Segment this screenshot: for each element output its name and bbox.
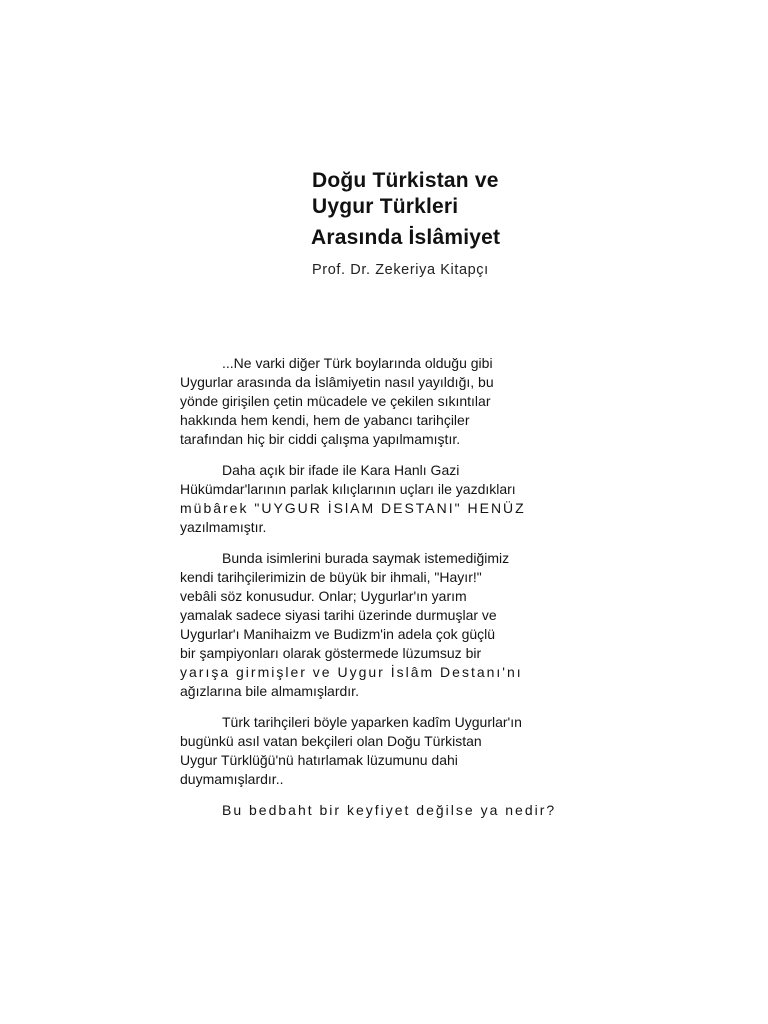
author-name: Prof. Dr. Zekeriya Kitapçı	[312, 262, 489, 278]
text-line: duymamışlardır..	[180, 771, 284, 787]
text-line: bir şampiyonları olarak göstermede lüzumsuz bir	[180, 645, 482, 661]
paragraph-5	[180, 801, 595, 820]
text-line: hakkında hem kendi, hem de yabancı tarihçiler	[180, 412, 470, 428]
text-line: Daha açık bir ifade ile Kara Hanlı Gazi	[222, 462, 460, 478]
text-line: Bu bedbaht bir keyfiyet değilse ya nedir?	[222, 802, 557, 818]
text-line: mübârek "UYGUR İSlAM DESTANI" HENÜZ	[180, 500, 526, 516]
text-line: Bunda isimlerini burada saymak istemediğimiz	[222, 550, 510, 566]
text-line: ağızlarına bile almamışlardır.	[180, 683, 359, 699]
text-line: Uygur Türklüğü'nü hatırlamak lüzumunu dahi	[180, 752, 458, 768]
text-line: Hükümdar'larının parlak kılıçlarının uçları ile yazdıkları	[180, 481, 516, 497]
paragraph-3	[180, 549, 595, 701]
title-line-2: Uygur Türkleri	[312, 195, 459, 218]
text-line: tarafından hiç bir ciddi çalışma yapılmamıştır.	[180, 431, 461, 447]
paragraph-1	[180, 354, 595, 449]
title-line-3: Arasında İslâmiyet	[311, 226, 501, 249]
paragraph-2	[180, 461, 595, 537]
text-line: yamalak sadece siyasi tarihi üzerinde durmuşlar ve	[180, 607, 497, 623]
text-line: Uygurlar arasında da İslâmiyetin nasıl yayıldığı, bu	[180, 374, 494, 390]
text-line: bugünkü asıl vatan bekçileri olan Doğu Türkistan	[180, 733, 482, 749]
body-text	[180, 354, 595, 832]
text-line: yazılmamıştır.	[180, 519, 267, 535]
text-line: Uygurlar'ı Manihaizm ve Budizm'in adela çok güçlü	[180, 626, 496, 642]
paragraph-4	[180, 713, 595, 789]
text-line: vebâli söz konusudur. Onlar; Uygurlar'ın yarım	[180, 588, 467, 604]
text-line: ...Ne varki diğer Türk boylarında olduğu gibi	[222, 355, 493, 371]
text-line: yarışa girmişler ve Uygur İslâm Destanı'nı	[180, 664, 523, 680]
text-line: Türk tarihçileri böyle yaparken kadîm Uygurlar'ın	[222, 714, 522, 730]
text-line: yönde girişilen çetin mücadele ve çekilen sıkıntılar	[180, 393, 491, 409]
text-line: kendi tarihçilerimizin de büyük bir ihmali, "Hayır!"	[180, 569, 482, 585]
title-line-1: Doğu Türkistan ve	[312, 169, 499, 192]
